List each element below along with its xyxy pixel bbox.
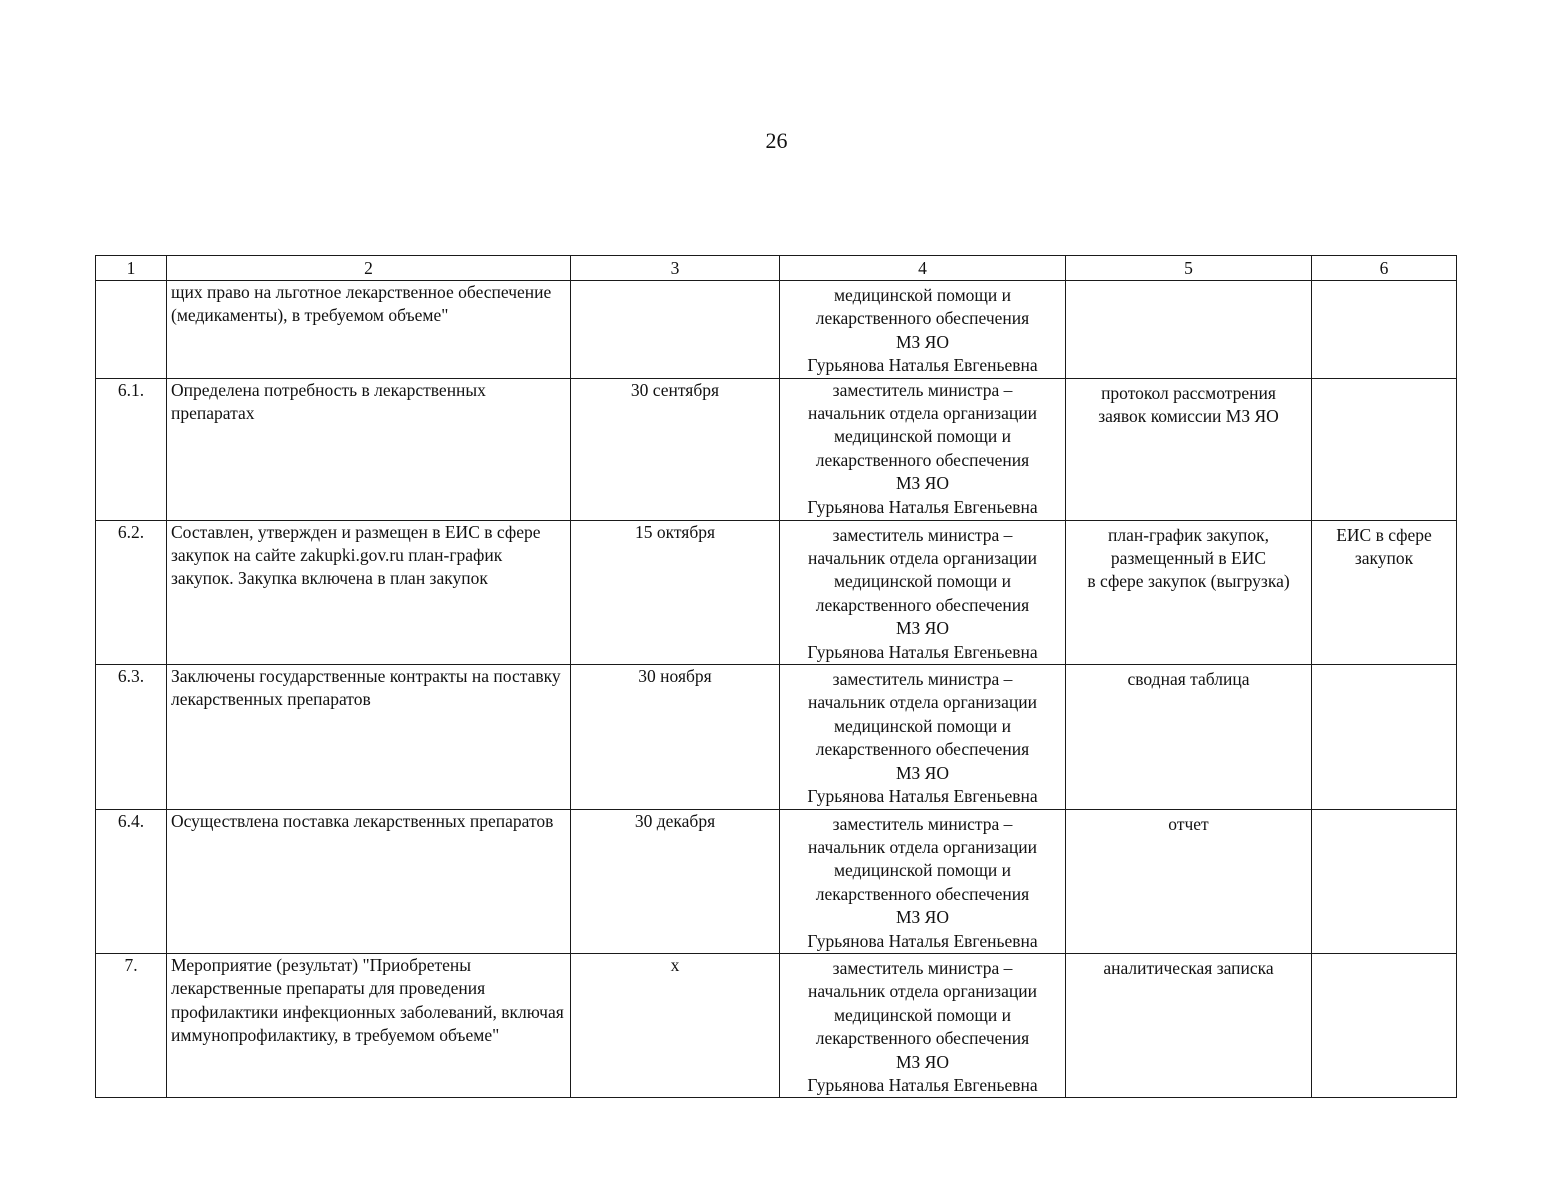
row-document-text: план-график закупок, размещенный в ЕИС в сфере закупок (выгрузка) [1087,524,1290,592]
row-document-text: отчет [1168,813,1209,834]
row-system [1312,378,1457,520]
row-system [1312,953,1457,1097]
row-document-text: протокол рассмотрения заявок комиссии МЗ ЯО [1098,382,1279,427]
row-number: 6.2. [96,520,167,664]
row-system [1312,281,1457,379]
table-row [96,953,1457,1097]
column-header-1: 1 [96,256,167,281]
row-deadline: х [571,953,780,1097]
column-header-4: 4 [780,256,1066,281]
row-deadline: 30 декабря [571,809,780,953]
row-number [96,281,167,379]
row-name: Осуществлена поставка лекарственных препаратов [167,809,571,953]
row-deadline: 30 сентября [571,378,780,520]
row-number: 6.4. [96,809,167,953]
row-responsible [780,378,1066,520]
row-document [1066,665,1312,809]
table-row [96,809,1457,953]
row-document-text: сводная таблица [1127,669,1250,690]
plan-table [95,255,1457,1098]
row-deadline: 30 ноября [571,665,780,809]
row-responsible-text: заместитель министра – начальник отдела организации медицинской помощи и лекарственного обеспечения МЗ ЯО Гурьянова Наталья Евгеньевна [807,957,1038,1095]
row-responsible-text: заместитель министра – начальник отдела организации медицинской помощи и лекарственного обеспечения МЗ ЯО Гурьянова Наталья Евгеньевна [807,524,1038,662]
row-document [1066,953,1312,1097]
row-document [1066,378,1312,520]
row-number: 7. [96,953,167,1097]
column-header-2: 2 [167,256,571,281]
row-system [1312,665,1457,809]
row-system [1312,520,1457,664]
row-document-text: аналитическая записка [1103,957,1274,978]
row-document [1066,281,1312,379]
row-deadline [571,281,780,379]
table-row [96,520,1457,664]
row-deadline: 15 октября [571,520,780,664]
row-system-text: ЕИС в сфере закупок [1336,524,1432,569]
row-name: Составлен, утвержден и размещен в ЕИС в сфере закупок на сайте zakupki.gov.ru план-график закупок. Закупка включена в план закупок [167,520,571,664]
table-header-row [96,256,1457,281]
row-responsible-text: заместитель министра – начальник отдела организации медицинской помощи и лекарственного обеспечения МЗ ЯО Гурьянова Наталья Евгеньевна [807,379,1038,517]
row-responsible [780,520,1066,664]
row-responsible-text: медицинской помощи и лекарственного обеспечения МЗ ЯО Гурьянова Наталья Евгеньевна [807,285,1038,376]
row-responsible-text: заместитель министра – начальник отдела организации медицинской помощи и лекарственного обеспечения МЗ ЯО Гурьянова Наталья Евгеньевна [807,813,1038,951]
row-name: Заключены государственные контракты на поставку лекарственных препаратов [167,665,571,809]
row-name: щих право на льготное лекарственное обеспечение (медикаменты), в требуемом объеме" [167,281,571,379]
row-system [1312,809,1457,953]
row-responsible-text: заместитель министра – начальник отдела организации медицинской помощи и лекарственного обеспечения МЗ ЯО Гурьянова Наталья Евгеньевна [807,669,1038,807]
row-responsible [780,665,1066,809]
table-row [96,281,1457,379]
column-header-6: 6 [1312,256,1457,281]
table-row [96,378,1457,520]
column-header-3: 3 [571,256,780,281]
row-number: 6.3. [96,665,167,809]
row-responsible [780,281,1066,379]
row-responsible [780,809,1066,953]
row-responsible [780,953,1066,1097]
row-name: Определена потребность в лекарственных препаратах [167,378,571,520]
row-document [1066,520,1312,664]
column-header-5: 5 [1066,256,1312,281]
page-number: 26 [765,128,788,153]
row-name: Мероприятие (результат) "Приобретены лекарственные препараты для проведения профилактики инфекционных заболеваний, включая иммунопрофилактику, в требуемом объеме" [167,953,571,1097]
row-document [1066,809,1312,953]
table-row [96,665,1457,809]
row-number: 6.1. [96,378,167,520]
